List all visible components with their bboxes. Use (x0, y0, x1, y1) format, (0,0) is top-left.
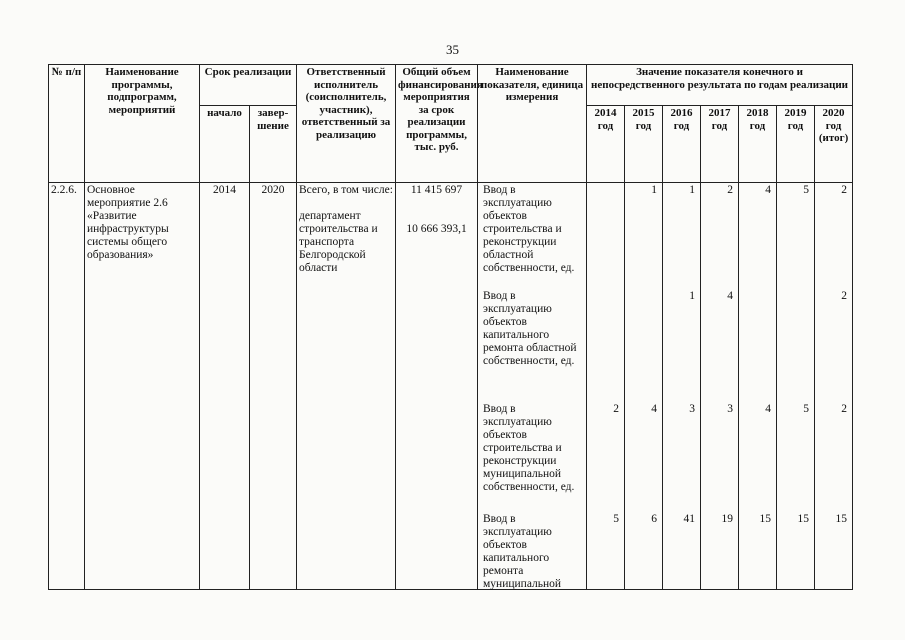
header-year-2020: 2020 год (итог) (815, 106, 853, 183)
header-funding: Общий объем финансирования мероприятия за срок реализации программы, тыс. руб. (396, 65, 478, 183)
header-year-2017: 2017 год (701, 106, 739, 183)
value-2020-ind1: 2 (841, 184, 848, 196)
value-2016-ind2: 1 (689, 290, 696, 302)
value-2019-ind4: 15 (797, 513, 810, 525)
header-end: завер-шение (250, 106, 297, 183)
header-year-2014: 2014 год (587, 106, 625, 183)
value-2016-ind3: 3 (689, 403, 696, 415)
header-year-2019: 2019 год (777, 106, 815, 183)
value-2015-ind1: 1 (651, 184, 658, 196)
indicator-2: Ввод в эксплуатацию объектов капитального ремонта областной собственности, ед. (483, 290, 577, 367)
row-start: 2014 (200, 183, 250, 590)
header-start: начало (200, 106, 250, 183)
indicator-1: Ввод в эксплуатацию объектов строительства и реконструкции областной собственности, ед. (483, 184, 575, 274)
executor-dept: департамент строительства и транспорта Белгородской области (299, 210, 378, 274)
year-col-2020 (815, 183, 853, 590)
indicator-4: Ввод в эксплуатацию объектов капитального ремонта муниципальной (483, 513, 562, 590)
year-col-2017 (701, 183, 739, 590)
program-table (48, 64, 853, 590)
row-end: 2020 (250, 183, 297, 590)
value-2015-ind4: 6 (651, 513, 658, 525)
value-2019-ind1: 5 (803, 184, 810, 196)
year-col-2016 (663, 183, 701, 590)
value-2020-ind4: 15 (835, 513, 848, 525)
header-year-2016: 2016 год (663, 106, 701, 183)
value-2017-ind1: 2 (727, 184, 734, 196)
row-name: Основное мероприятие 2.6 «Развитие инфраструктуры системы общего образования» (85, 183, 200, 590)
header-name: Наименование программы, подпрограмм, мероприятий (85, 65, 200, 183)
row-funding (396, 183, 478, 590)
header-period: Срок реализации (200, 65, 297, 106)
value-2018-ind4: 15 (759, 513, 772, 525)
year-col-2014 (587, 183, 625, 590)
value-2017-ind4: 19 (721, 513, 734, 525)
header-year-2015: 2015 год (625, 106, 663, 183)
indicator-3: Ввод в эксплуатацию объектов строительства и реконструкции муниципальной собственности, ед. (483, 403, 575, 493)
year-col-2018 (739, 183, 777, 590)
value-2017-ind3: 3 (727, 403, 734, 415)
indicator-cell (478, 183, 587, 590)
executor-total: Всего, в том числе: (299, 184, 393, 196)
header-values-group: Значение показателя конечного и непосредственного результата по годам реализации (587, 65, 853, 106)
header-executor: Ответственный исполнитель (соисполнитель, участник), ответственный за реализацию (297, 65, 396, 183)
page-number: 35 (446, 42, 459, 57)
funding-dept: 10 666 393,1 (406, 223, 467, 235)
header-year-2018: 2018 год (739, 106, 777, 183)
year-col-2019 (777, 183, 815, 590)
header-num: № п/п (49, 65, 85, 183)
funding-total: 11 415 697 (410, 184, 463, 196)
value-2014-ind3: 2 (613, 403, 620, 415)
value-2014-ind4: 5 (613, 513, 620, 525)
value-2016-ind4: 41 (683, 513, 696, 525)
value-2017-ind2: 4 (727, 290, 734, 302)
value-2019-ind3: 5 (803, 403, 810, 415)
row-num: 2.2.6. (49, 183, 85, 590)
value-2018-ind3: 4 (765, 403, 772, 415)
value-2016-ind1: 1 (689, 184, 696, 196)
row-executor (297, 183, 396, 590)
header-indicator: Наименование показателя, единица измерения (478, 65, 587, 183)
year-col-2015 (625, 183, 663, 590)
value-2020-ind2: 2 (841, 290, 848, 302)
value-2020-ind3: 2 (841, 403, 848, 415)
value-2015-ind3: 4 (651, 403, 658, 415)
value-2018-ind1: 4 (765, 184, 772, 196)
